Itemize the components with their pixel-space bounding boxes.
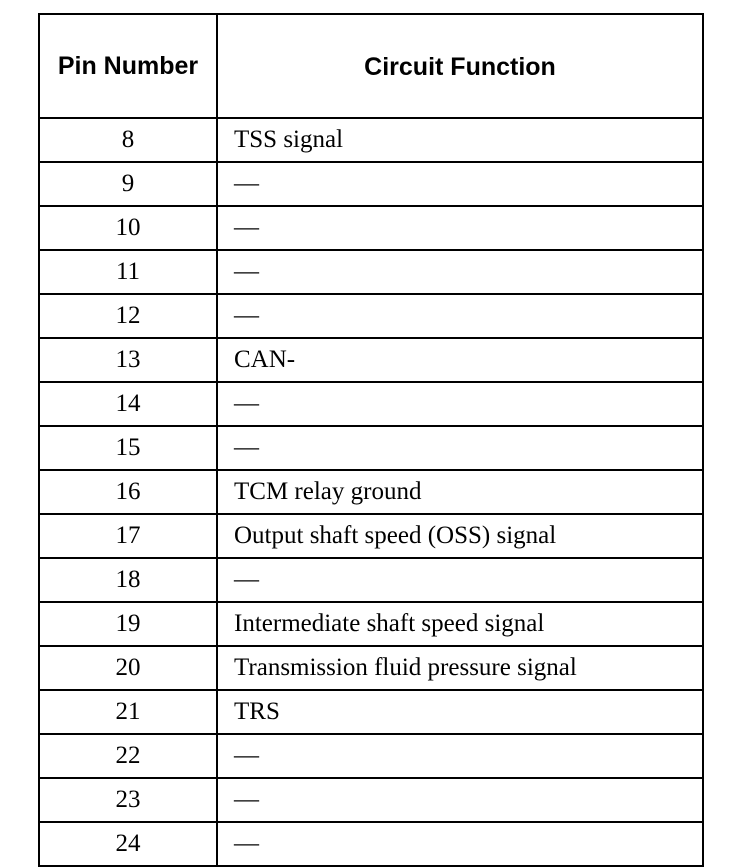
circuit-function-cell: TSS signal	[217, 118, 703, 162]
circuit-function-cell: TRS	[217, 690, 703, 734]
circuit-function-cell: Transmission fluid pressure signal	[217, 646, 703, 690]
table-row	[39, 206, 703, 250]
pin-number-cell: 23	[39, 778, 217, 822]
circuit-function-cell: CAN-	[217, 338, 703, 382]
pin-function-table	[38, 13, 704, 867]
pin-number-cell: 18	[39, 558, 217, 602]
table-row	[39, 250, 703, 294]
circuit-function-header-label: Circuit Function	[364, 53, 556, 81]
table-row	[39, 690, 703, 734]
table-row	[39, 338, 703, 382]
pin-number-cell: 11	[39, 250, 217, 294]
pin-number-cell: 15	[39, 426, 217, 470]
table-row	[39, 602, 703, 646]
circuit-function-cell: Intermediate shaft speed signal	[217, 602, 703, 646]
table-row	[39, 162, 703, 206]
table-row	[39, 646, 703, 690]
circuit-function-cell: Output shaft speed (OSS) signal	[217, 514, 703, 558]
circuit-function-cell: —	[217, 734, 703, 778]
circuit-function-cell: —	[217, 294, 703, 338]
circuit-function-cell: TCM relay ground	[217, 470, 703, 514]
pin-number-cell: 8	[39, 118, 217, 162]
pin-number-cell: 22	[39, 734, 217, 778]
table-row	[39, 118, 703, 162]
pin-number-cell: 19	[39, 602, 217, 646]
pin-number-cell: 20	[39, 646, 217, 690]
pin-number-header: Pin Number	[39, 14, 217, 118]
table-row	[39, 382, 703, 426]
table-row	[39, 778, 703, 822]
circuit-function-cell: —	[217, 162, 703, 206]
table-row	[39, 470, 703, 514]
table-row	[39, 734, 703, 778]
table-body	[39, 118, 703, 866]
circuit-function-cell: —	[217, 778, 703, 822]
pin-number-cell: 14	[39, 382, 217, 426]
table-row	[39, 514, 703, 558]
pin-number-cell: 12	[39, 294, 217, 338]
circuit-function-cell: —	[217, 426, 703, 470]
table-row	[39, 294, 703, 338]
circuit-function-cell: —	[217, 382, 703, 426]
circuit-function-cell: —	[217, 206, 703, 250]
table-header-row	[39, 14, 703, 118]
circuit-function-header	[217, 14, 703, 118]
pin-number-cell: 21	[39, 690, 217, 734]
pin-number-cell: 10	[39, 206, 217, 250]
pin-number-cell: 24	[39, 822, 217, 866]
pin-number-cell: 17	[39, 514, 217, 558]
circuit-function-cell: —	[217, 250, 703, 294]
pin-number-cell: 16	[39, 470, 217, 514]
table-row	[39, 558, 703, 602]
table-row	[39, 822, 703, 866]
table-row	[39, 426, 703, 470]
circuit-function-cell: —	[217, 822, 703, 866]
pin-number-cell: 13	[39, 338, 217, 382]
circuit-function-cell: —	[217, 558, 703, 602]
pin-number-cell: 9	[39, 162, 217, 206]
